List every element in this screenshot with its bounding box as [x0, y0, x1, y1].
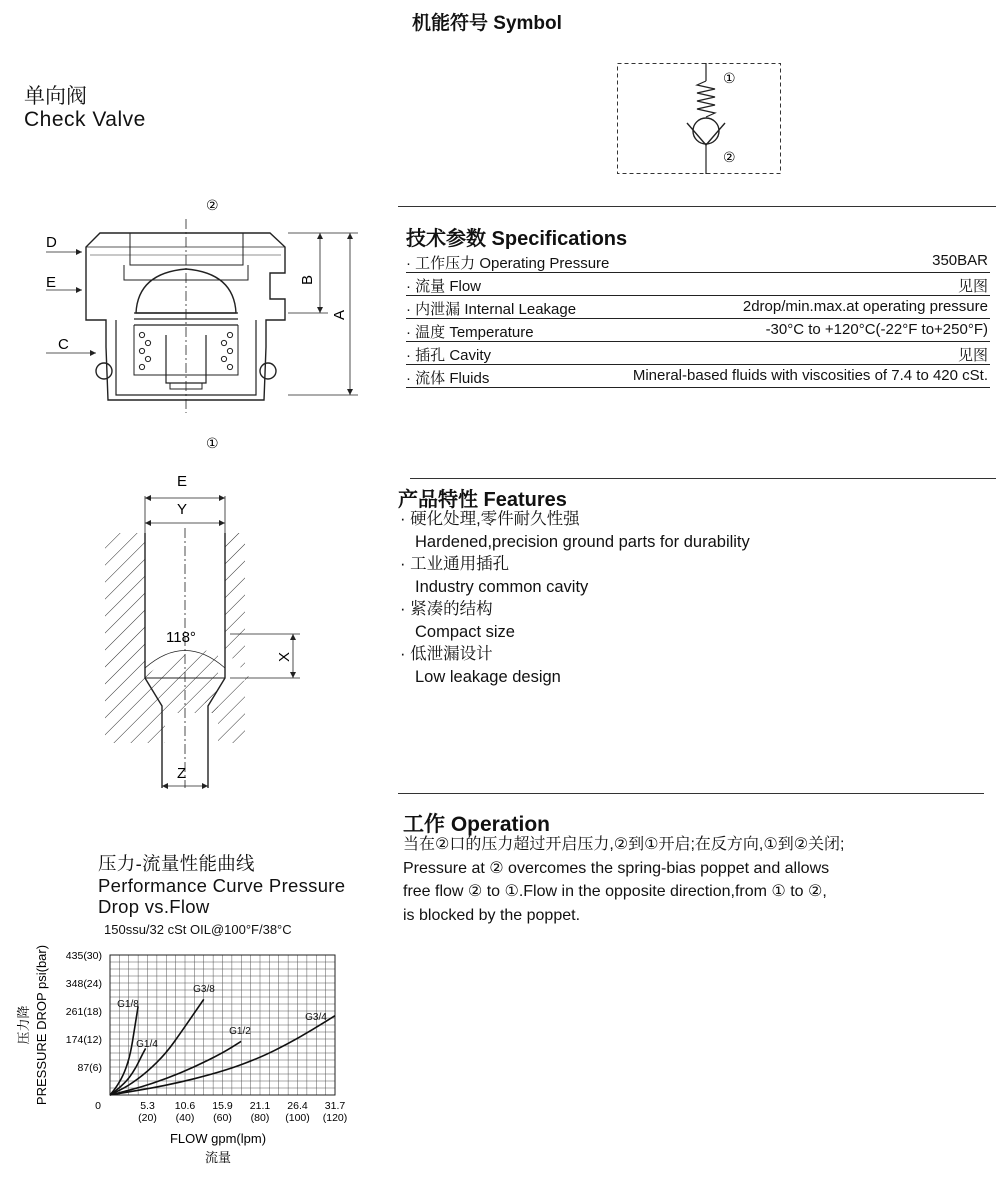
feature-en: Compact size [415, 622, 515, 641]
x-tick-label: 0 [95, 1100, 101, 1112]
operation-line: 当在②口的压力超过开启压力,②到①开启;在反方向,①到②关闭; [403, 836, 845, 853]
valve-section-drawing [38, 195, 368, 460]
x-tick-label-lpm: (20) [138, 1112, 157, 1124]
cavity-dim-z-label: Z [177, 765, 187, 782]
cavity-dim-e-label: E [177, 473, 188, 490]
operation-line: free flow ② to ①.Flow in the opposite direction,from ① to ②, [403, 883, 827, 900]
specifications-table [406, 250, 990, 388]
spec-value: 2drop/min.max.at operating pressure [742, 298, 988, 315]
series-label: G1/4 [136, 1039, 158, 1050]
feature-en: Low leakage design [415, 667, 561, 686]
feature-cn: · 工业通用插孔 [400, 553, 750, 576]
spec-row-pressure [406, 250, 990, 273]
feature-en: Industry common cavity [415, 577, 589, 596]
cavity-drawing [100, 468, 300, 793]
x-tick-label: 5.3 [140, 1100, 155, 1112]
spec-label: · 温度 Temperature [406, 324, 534, 341]
specifications-title: 技术参数 Specifications [406, 228, 628, 250]
series-label: G1/2 [229, 1026, 251, 1037]
feature-cn: · 紧凑的结构 [400, 598, 750, 621]
series-label: G3/4 [305, 1012, 327, 1023]
spec-label: · 工作压力 Operating Pressure [406, 255, 610, 272]
section-dim-c-label: C [58, 336, 69, 353]
x-tick-label: 26.4 [287, 1100, 308, 1112]
spec-label: · 流体 Fluids [406, 370, 490, 387]
x-tick-label: 15.9 [212, 1100, 233, 1112]
divider-top [398, 206, 996, 207]
spec-row-fluids [406, 365, 990, 388]
chart-title-cn: 压力-流量性能曲线 [98, 853, 255, 874]
x-tick-label-lpm: (60) [213, 1112, 232, 1124]
divider-middle [410, 478, 996, 479]
spec-value: Mineral-based fluids with viscosities of 7.4 to 420 cSt. [632, 367, 988, 384]
section-dim-d-label: D [46, 234, 57, 251]
section-port-2-label: ② [206, 197, 219, 213]
y-tick-label: 174(12) [65, 1034, 102, 1046]
series-label: G3/8 [193, 984, 215, 995]
spec-row-cavity [406, 342, 990, 365]
x-axis-label-cn: 流量 [204, 1150, 232, 1165]
feature-en: Hardened,precision ground parts for durability [415, 532, 750, 551]
section-port-1-label: ① [206, 435, 219, 451]
y-tick-label: 261(18) [65, 1006, 102, 1018]
cavity-dim-x-label: X [276, 651, 293, 662]
cavity-dim-y-label: Y [177, 501, 188, 518]
product-name-en: Check Valve [24, 108, 146, 131]
spec-label: · 流量 Flow [406, 278, 482, 295]
chart-subtitle: 150ssu/32 cSt OIL@100°F/38°C [104, 922, 292, 937]
operation-title: 工作 Operation [403, 813, 551, 836]
y-tick-label: 435(30) [65, 950, 102, 962]
x-tick-label-lpm: (120) [322, 1112, 348, 1124]
performance-chart [0, 930, 380, 1180]
spec-value: 见图 [957, 347, 988, 364]
spec-label: · 内泄漏 Internal Leakage [406, 301, 577, 318]
spec-value: 见图 [957, 278, 988, 295]
x-tick-label: 10.6 [174, 1100, 196, 1112]
features-title: 产品特性 Features [398, 489, 567, 511]
operation-line: is blocked by the poppet. [403, 906, 581, 924]
product-name-cn: 单向阀 [24, 85, 87, 108]
y-axis-label: PRESSURE DROP psi(bar) [34, 944, 49, 1106]
symbol-section-title: 机能符号 Symbol [412, 13, 562, 34]
spec-label: · 插孔 Cavity [406, 347, 492, 364]
chart-title-en-1: Performance Curve Pressure [98, 874, 346, 896]
section-dim-a-label: A [331, 309, 348, 320]
spec-value: 350BAR [932, 252, 988, 269]
x-tick-label: 21.1 [249, 1100, 271, 1112]
x-tick-label-lpm: (80) [250, 1112, 270, 1124]
x-tick-label-lpm: (40) [175, 1112, 195, 1124]
operation-text [403, 833, 845, 927]
symbol-port-2-label: ② [723, 149, 736, 165]
y-axis-label-cn: 压力降 [16, 1005, 31, 1045]
spec-value: -30°C to +120°C(-22°F to+250°F) [765, 321, 988, 338]
x-axis-label: FLOW gpm(lpm) [169, 1131, 267, 1146]
spec-row-flow [406, 273, 990, 296]
feature-cn: · 低泄漏设计 [400, 643, 750, 666]
spec-row-temperature [406, 319, 990, 342]
series-label: G1/8 [117, 999, 139, 1010]
operation-line: Pressure at ② overcomes the spring-bias poppet and allows [403, 859, 830, 877]
feature-cn: · 硬化处理,零件耐久性强 [400, 508, 750, 531]
x-tick-label-lpm: (100) [285, 1112, 310, 1124]
symbol-port-1-label: ① [723, 70, 736, 86]
chart-title-en-2: Drop vs.Flow [98, 896, 210, 917]
x-tick-label: 31.7 [324, 1100, 346, 1112]
chart-title [98, 853, 345, 918]
y-tick-label: 87(6) [77, 1062, 102, 1074]
features-list [400, 508, 750, 688]
section-dim-e-label: E [46, 274, 57, 291]
spec-row-leakage [406, 296, 990, 319]
divider-lower [398, 793, 984, 794]
section-dim-b-label: B [299, 274, 316, 285]
cavity-angle-label: 118° [166, 629, 196, 646]
y-tick-label: 348(24) [65, 978, 102, 990]
valve-symbol-diagram [617, 63, 781, 175]
